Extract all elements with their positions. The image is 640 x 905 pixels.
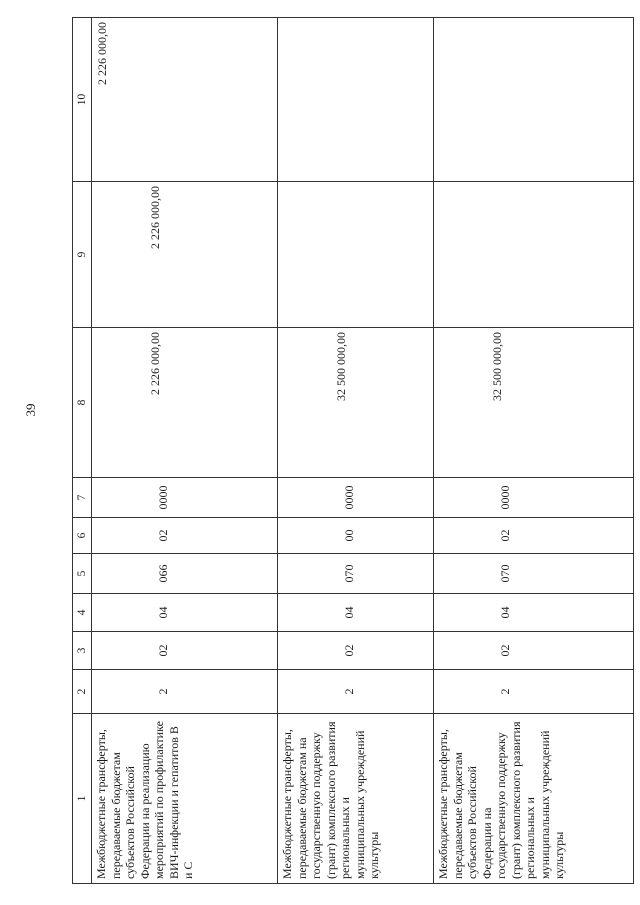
row-name: Межбюджетные трансферты, передаваемые бюджетам на государственную поддержку (грант) комплексного развития региональных и муниципальных учреждений культуры bbox=[278, 714, 434, 884]
table-row bbox=[434, 18, 634, 884]
code-cell bbox=[92, 670, 278, 714]
amount-cell bbox=[434, 18, 634, 182]
rotated-table-container bbox=[72, 18, 632, 884]
amount-cell bbox=[92, 18, 278, 182]
code-value: 04 bbox=[498, 606, 512, 619]
budget-table bbox=[72, 17, 634, 884]
code-value: 2 bbox=[498, 688, 512, 695]
column-header: 3 bbox=[73, 632, 92, 670]
code-cell bbox=[434, 478, 634, 518]
column-header: 8 bbox=[73, 328, 92, 478]
code-value: 0000 bbox=[498, 485, 512, 510]
column-header: 9 bbox=[73, 182, 92, 328]
code-value: 02 bbox=[342, 644, 356, 657]
code-value: 02 bbox=[156, 529, 170, 542]
column-header: 6 bbox=[73, 518, 92, 554]
code-cell bbox=[92, 632, 278, 670]
code-cell bbox=[278, 554, 434, 594]
code-cell bbox=[434, 594, 634, 632]
code-cell bbox=[278, 670, 434, 714]
code-value: 0000 bbox=[156, 485, 170, 510]
code-value: 02 bbox=[498, 529, 512, 542]
code-value: 066 bbox=[156, 564, 170, 583]
amount-cell bbox=[434, 328, 634, 478]
code-value: 2 bbox=[342, 688, 356, 695]
code-value: 04 bbox=[156, 606, 170, 619]
code-cell bbox=[434, 554, 634, 594]
amount-cell bbox=[278, 328, 434, 478]
code-value: 04 bbox=[342, 606, 356, 619]
code-cell bbox=[278, 632, 434, 670]
code-cell bbox=[92, 594, 278, 632]
code-value: 02 bbox=[498, 644, 512, 657]
code-cell bbox=[92, 518, 278, 554]
amount-cell bbox=[92, 182, 278, 328]
amount-cell bbox=[278, 182, 434, 328]
code-value: 2 bbox=[156, 688, 170, 695]
code-cell bbox=[434, 632, 634, 670]
amount-value: 2 226 000,00 bbox=[148, 332, 162, 395]
code-cell bbox=[278, 518, 434, 554]
code-cell bbox=[278, 478, 434, 518]
code-cell bbox=[434, 518, 634, 554]
row-name: Межбюджетные трансферты, передаваемые бюджетам субъектов Российской Федерации на государственную поддержку (грант) комплексного развития региональных и муниципальных учреждений культуры bbox=[434, 714, 634, 884]
code-cell bbox=[92, 554, 278, 594]
amount-value: 2 226 000,00 bbox=[148, 186, 162, 249]
column-header: 10 bbox=[73, 18, 92, 182]
amount-value: 32 500 000,00 bbox=[490, 332, 504, 401]
amount-value: 2 226 000,00 bbox=[95, 22, 109, 85]
column-header: 7 bbox=[73, 478, 92, 518]
row-name: Межбюджетные трансферты, передаваемые бюджетам субъектов Российской Федерации на реализацию мероприятий по профилактике ВИЧ-инфекции и гепатитов В и С bbox=[92, 714, 278, 884]
page-number: 39 bbox=[23, 403, 38, 417]
amount-value: 32 500 000,00 bbox=[334, 332, 348, 401]
column-header: 5 bbox=[73, 554, 92, 594]
amount-cell bbox=[278, 18, 434, 182]
code-value: 00 bbox=[342, 529, 356, 542]
code-cell bbox=[278, 594, 434, 632]
table-row bbox=[278, 18, 434, 884]
code-value: 02 bbox=[156, 644, 170, 657]
table-row bbox=[92, 18, 278, 884]
code-cell bbox=[434, 670, 634, 714]
column-header: 1 bbox=[73, 714, 92, 884]
amount-cell bbox=[434, 182, 634, 328]
amount-cell bbox=[92, 328, 278, 478]
code-value: 070 bbox=[498, 564, 512, 583]
column-header: 4 bbox=[73, 594, 92, 632]
column-header: 2 bbox=[73, 670, 92, 714]
code-value: 070 bbox=[342, 564, 356, 583]
table-header-row bbox=[73, 18, 92, 884]
code-cell bbox=[92, 478, 278, 518]
code-value: 0000 bbox=[342, 485, 356, 510]
